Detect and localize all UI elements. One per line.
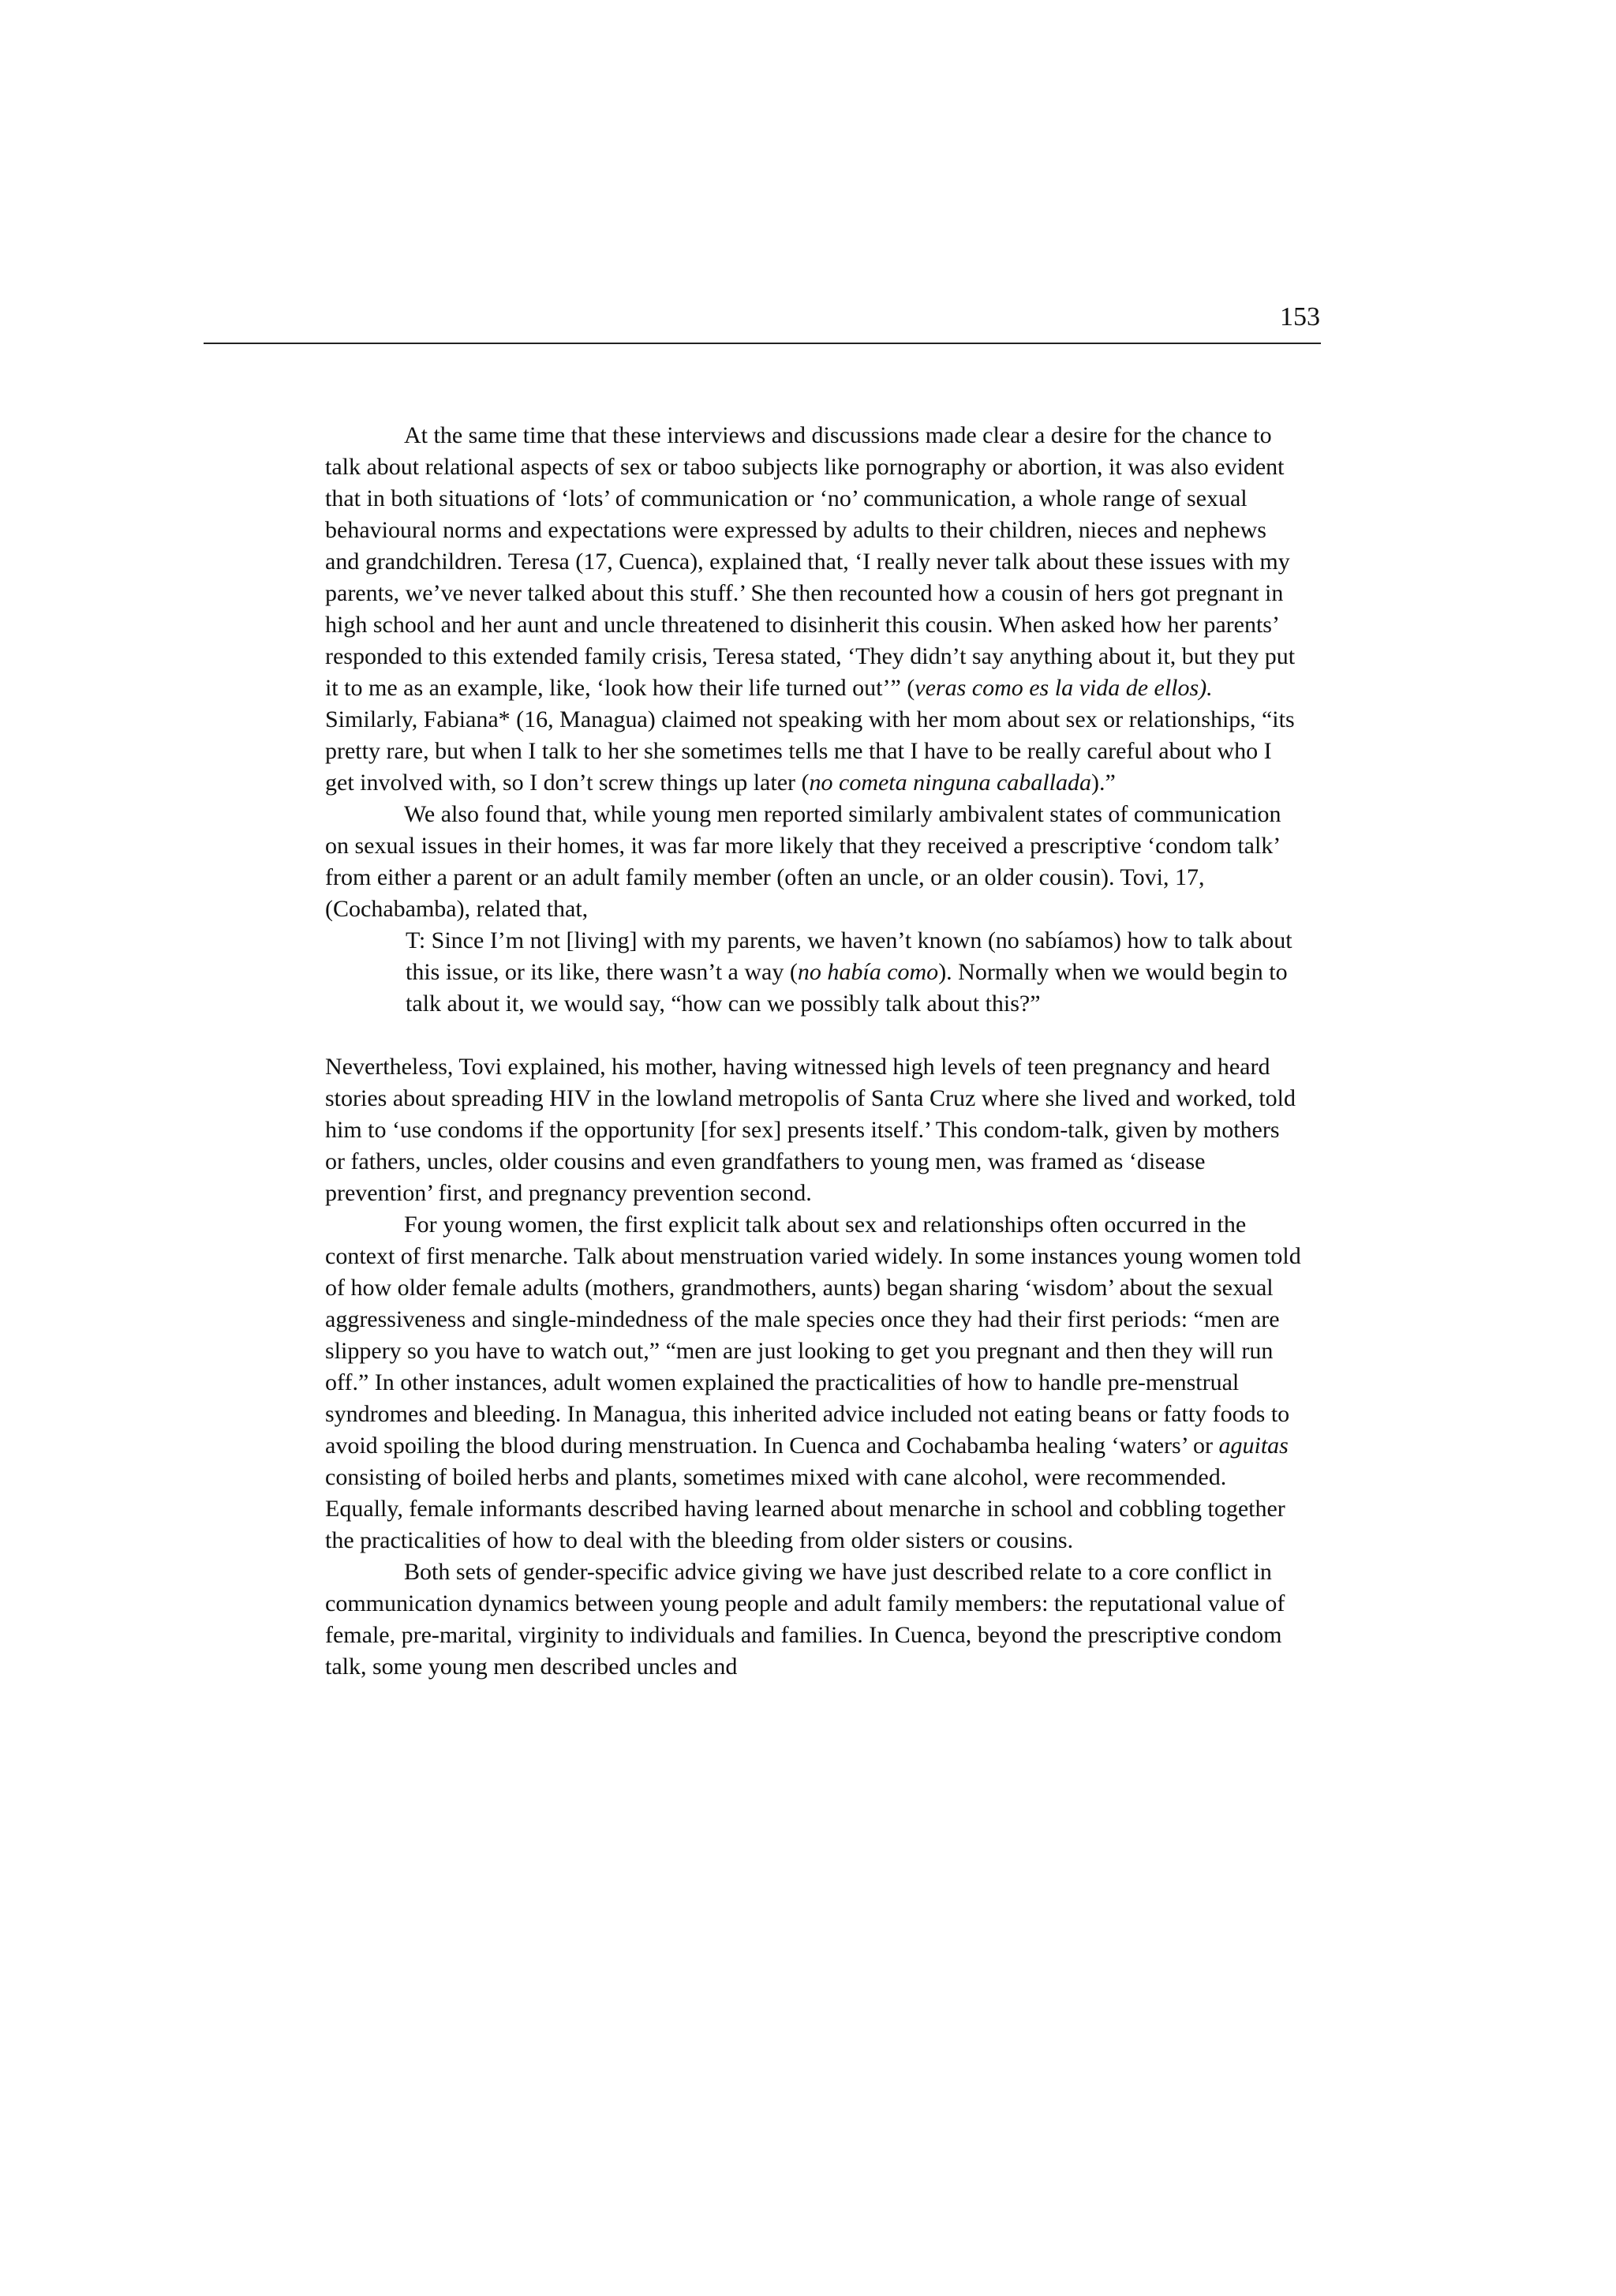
block-quote-text-b: ). Normally when we would begin to talk about it, we would say, “how can we possibly talk about this?” [406,959,1288,1017]
block-quote-text-a: T: Since I’m not [living] with my parents, we haven’t known (no sabíamos) how to talk about this issue, or its like, there wasn’t a way ( [406,927,1292,985]
paragraph-1-italic-2: no cometa ninguna caballada [809,770,1091,796]
block-quote-italic: no había como [797,959,939,985]
paragraph-1-text-a: At the same time that these interviews and discussions made clear a desire for the chance to talk about relational aspects of sex or taboo subjects like pornography or abortion, it was also evident that in both situations of ‘lots’ of communication or ‘no’ communication, a whole range of sexual behavioural norms and expectations were expressed by adults to their children, nieces and nephews and grandchildren. Teresa (17, Cuenca), explained that, ‘I really never talk about these issues with my parents, we’ve never talked about this stuff.’ She then recounted how a cousin of hers got pregnant in high school and her aunt and uncle threatened to disinherit this cousin. When asked how her parents’ responded to this extended family crisis, Teresa stated, ‘They didn’t say anything about it, but they put it to me as an example, like, ‘look how their life turned out’” ( [325,422,1296,701]
paragraph-4 [325,1209,1304,1556]
header-divider [204,343,1321,344]
paragraph-1-text-b: Similarly, Fabiana* (16, Managua) claimed not speaking with her mom about sex or relationships, “its pretty rare, but when I talk to her she sometimes tells me that I have to be really careful about who I get involved with, so I don’t screw things up later ( [325,706,1295,796]
body-text [325,420,1304,1683]
block-quote [406,925,1304,1020]
paragraph-4-text-a: For young women, the first explicit talk about sex and relationships often occurred in the context of first menarche. Talk about menstruation varied widely. In some instances young women told of how older female adults (mothers, grandmothers, aunts) began sharing ‘wisdom’ about the sexual aggressiveness and single-mindedness of the male species once they had their first periods: “men are slippery so you have to watch out,” “men are just looking to get you pregnant and then they will run off.” In other instances, adult women explained the practicalities of how to handle pre-menstrual syndromes and bleeding. In Managua, this inherited advice included not eating beans or fatty foods to avoid spoiling the blood during menstruation. In Cuenca and Cochabamba healing ‘waters’ or [325,1212,1301,1459]
paragraph-1-italic-1: veras como es la vida de ellos). [915,675,1213,701]
page-number: 153 [1280,302,1320,331]
paragraph-1-text-c: ).” [1090,770,1116,796]
paragraph-4-text-b: consisting of boiled herbs and plants, sometimes mixed with cane alcohol, were recommended. Equally, female informants described having learned about menarche in school and cobbling together the practicalities of how to deal with the bleeding from older sisters or cousins. [325,1464,1285,1553]
paragraph-3: Nevertheless, Tovi explained, his mother, having witnessed high levels of teen pregnancy and heard stories about spreading HIV in the lowland metropolis of Santa Cruz where she lived and worked, told him to ‘use condoms if the opportunity [for sex] presents itself.’ This condom-talk, given by mothers or fathers, uncles, older cousins and even grandfathers to young men, was framed as ‘disease prevention’ first, and pregnancy prevention second. [325,1054,1296,1206]
paragraph-5: Both sets of gender-specific advice giving we have just described relate to a core conflict in communication dynamics between young people and adult family members: the reputational value of female, pre-marital, virginity to individuals and families. In Cuenca, beyond the prescriptive condom talk, some young men described uncles and [325,1559,1285,1680]
paragraph-2: We also found that, while young men reported similarly ambivalent states of communication on sexual issues in their homes, it was far more likely that they received a prescriptive ‘condom talk’ from either a parent or an adult family member (often an uncle, or an older cousin). Tovi, 17, (Cochabamba), related that, [325,801,1281,922]
paragraph-4-italic: aguitas [1218,1433,1289,1459]
paragraph-1 [325,420,1304,799]
